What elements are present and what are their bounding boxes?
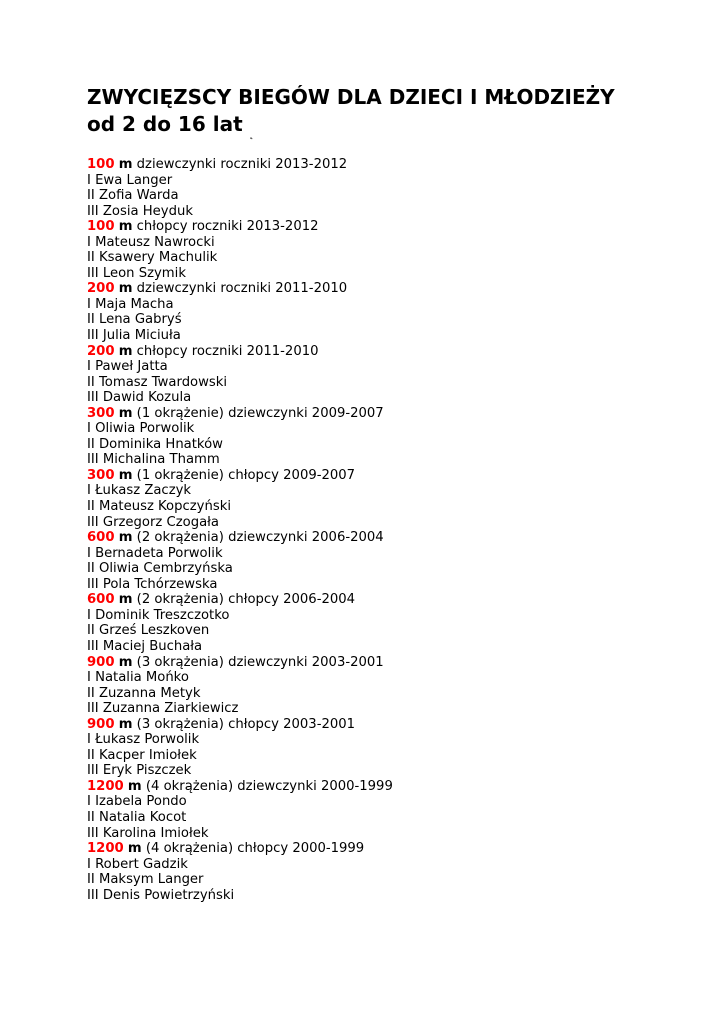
race-distance: 1200 [87,841,124,857]
race-description: (1 okrążenie) dziewczynki 2009-2007 [132,405,384,421]
race-heading [87,779,707,795]
winner-entry: III Eryk Piszczek [87,763,192,779]
race-distance: 300 [87,467,115,483]
race-distance: 900 [87,716,115,732]
race-description: dziewczynki roczniki 2013-2012 [132,157,348,172]
winner-entry: II Oliwia Cembrzyńska [87,561,233,577]
winner-entry: I Robert Gadzik [87,856,188,872]
race-heading [87,406,707,422]
race-distance: 600 [87,592,115,608]
race-description: dziewczynki roczniki 2011-2010 [132,281,348,297]
document-page [87,84,707,903]
title-mark: ˛ [248,127,255,140]
race-distance: 300 [87,405,115,421]
winner-entry: II Zuzanna Metyk [87,685,201,701]
race-description: (2 okrążenia) dziewczynki 2006-2004 [132,530,384,546]
title-line-2: od 2 do 16 lat [87,112,243,136]
race-heading [87,530,707,546]
race-distance: 200 [87,343,115,359]
race-description: chłopcy roczniki 2011-2010 [132,343,319,359]
race-unit: m [118,716,133,732]
race-description: (3 okrążenia) dziewczynki 2003-2001 [132,654,384,670]
race-unit: m [118,281,133,297]
winner-entry: I Ewa Langer [87,172,173,188]
race-unit: m [118,530,133,546]
winner-entry: I Oliwia Porwolik [87,421,195,437]
winner-entry: III Denis Powietrzyński [87,887,235,903]
race-distance: 100 [87,157,115,172]
race-distance: 1200 [87,778,124,794]
winner-entry: III Pola Tchórzewska [87,576,218,592]
winner-entry: II Zofia Warda [87,188,179,204]
race-unit: m [118,654,133,670]
winner-entry: II Mateusz Kopczyński [87,499,231,515]
winner-entry: III Michalina Thamm [87,452,220,468]
race-unit: m [118,467,133,483]
race-heading [87,219,707,235]
race-unit: m [118,219,133,235]
race-heading [87,468,707,484]
winner-entry: I Natalia Mońko [87,670,189,686]
winner-entry: I Łukasz Porwolik [87,732,200,748]
race-heading [87,841,707,857]
race-distance: 900 [87,654,115,670]
winner-entry: I Maja Macha [87,296,174,312]
race-unit: m [127,778,142,794]
winner-entry: I Izabela Pondo [87,794,187,810]
winner-entry: III Zosia Heyduk [87,203,193,219]
winner-entry: I Paweł Jatta [87,359,168,375]
title-line-1: ZWYCIĘZSCY BIEGÓW DLA DZIECI I MŁODZIEŻY [87,85,615,109]
winner-entry: III Maciej Buchała [87,638,203,654]
winner-entry: I Dominik Treszczotko [87,607,230,623]
race-heading [87,717,707,733]
winner-entry: II Tomasz Twardowski [87,374,228,390]
race-distance: 600 [87,530,115,546]
race-unit: m [127,841,142,857]
winner-entry: II Grześ Leszkoven [87,623,210,639]
winner-entry: III Leon Szymik [87,265,186,281]
race-unit: m [118,343,133,359]
winner-entry: II Lena Gabryś [87,312,182,328]
race-distance: 100 [87,219,115,235]
race-description: (1 okrążenie) chłopcy 2009-2007 [132,467,356,483]
winner-entry: III Julia Miciuła [87,328,181,344]
race-unit: m [118,157,133,172]
race-heading [87,281,707,297]
race-description: (4 okrążenia) dziewczynki 2000-1999 [141,778,393,794]
race-heading [87,157,707,173]
winner-entry: II Maksym Langer [87,872,204,888]
race-description: (2 okrążenia) chłopcy 2006-2004 [132,592,356,608]
race-distance: 200 [87,281,115,297]
race-description: (4 okrążenia) chłopcy 2000-1999 [141,841,365,857]
race-heading [87,592,707,608]
winner-entry: II Kacper Imiołek [87,747,197,763]
winner-entry: I Mateusz Nawrocki [87,234,215,250]
winner-entry: III Dawid Kozula [87,390,192,406]
race-description: chłopcy roczniki 2013-2012 [132,219,319,235]
race-heading [87,344,707,360]
results-list [87,157,707,903]
race-unit: m [118,405,133,421]
race-description: (3 okrążenia) chłopcy 2003-2001 [132,716,356,732]
winner-entry: II Dominika Hnatków [87,436,223,452]
race-heading [87,655,707,671]
winner-entry: II Ksawery Machulik [87,250,218,266]
race-unit: m [118,592,133,608]
document-title [87,84,707,147]
winner-entry: III Karolina Imiołek [87,825,209,841]
winner-entry: III Zuzanna Ziarkiewicz [87,701,239,717]
winner-entry: I Bernadeta Porwolik [87,545,223,561]
winner-entry: III Grzegorz Czogała [87,514,219,530]
winner-entry: I Łukasz Zaczyk [87,483,192,499]
winner-entry: II Natalia Kocot [87,809,187,825]
